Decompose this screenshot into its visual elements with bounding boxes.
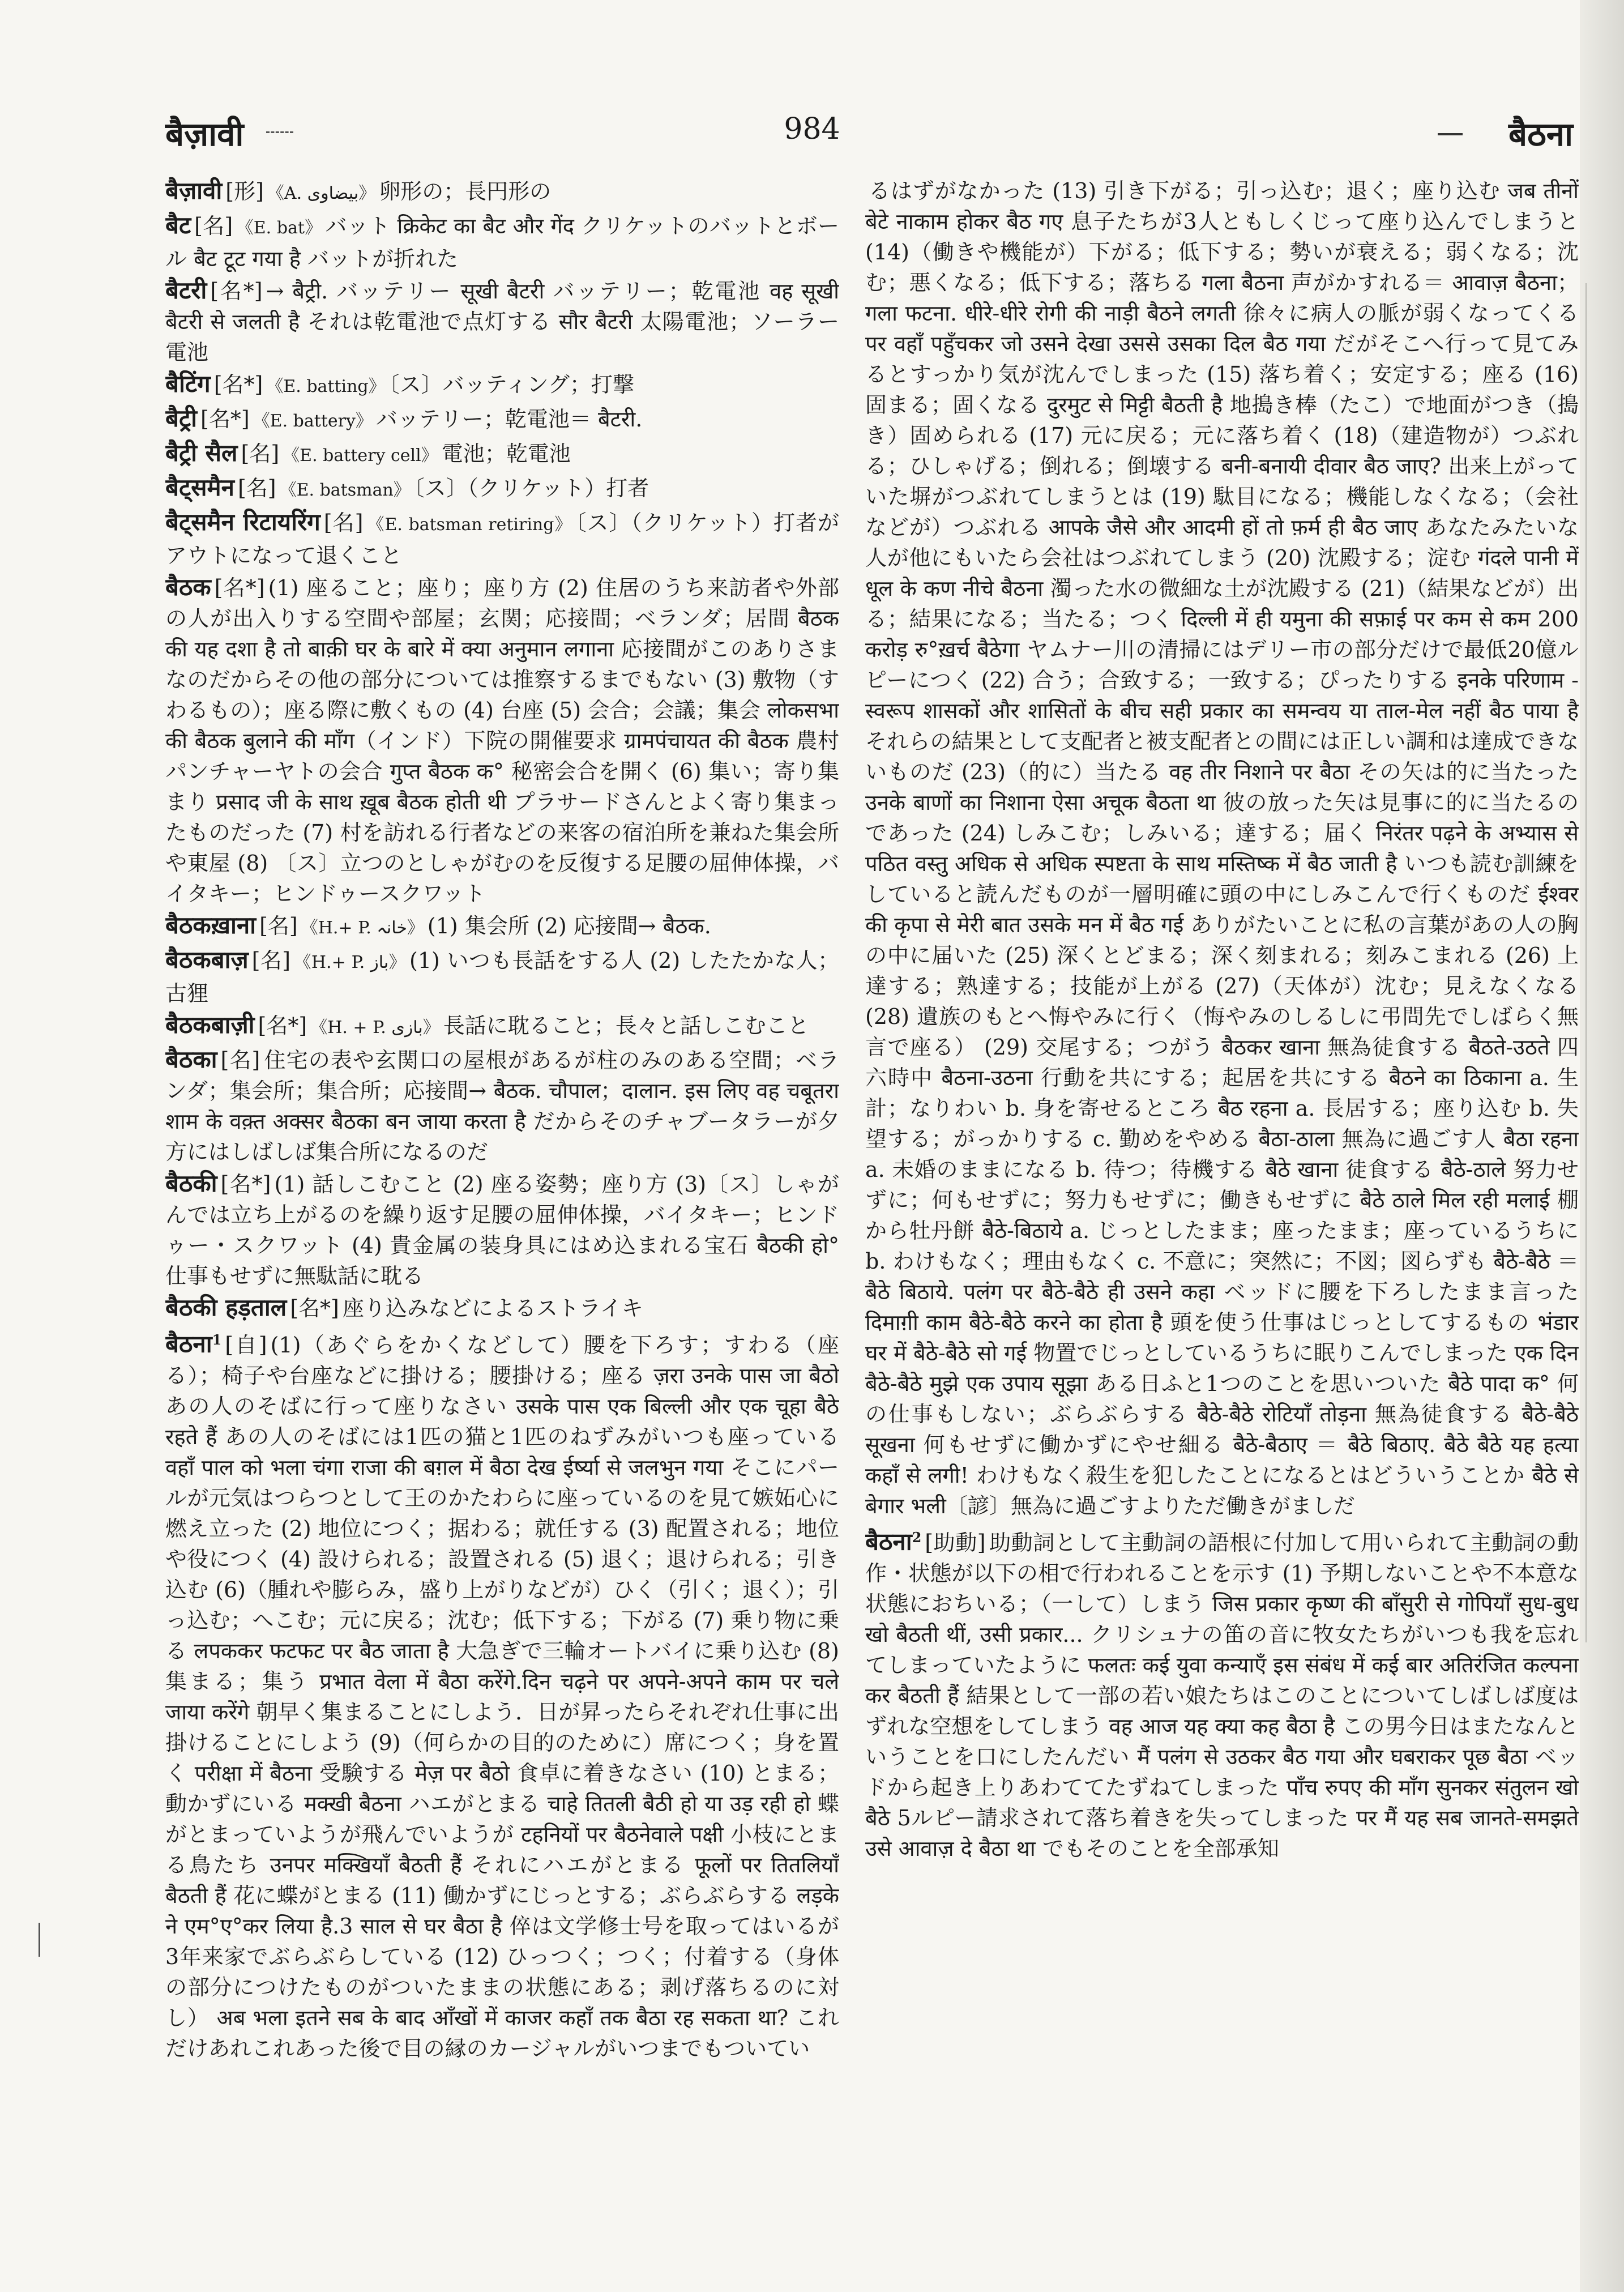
part-of-speech: [名*] — [213, 372, 263, 397]
part-of-speech: [名] — [251, 948, 291, 973]
homograph-number: 2 — [912, 1529, 922, 1546]
page-number: 984 — [784, 112, 840, 146]
part-of-speech: [名*] — [220, 1172, 271, 1197]
left-column — [165, 176, 839, 2248]
dictionary-entry — [165, 910, 839, 944]
part-of-speech: [名] — [220, 1048, 260, 1073]
dictionary-entry — [165, 1010, 839, 1043]
part-of-speech: [名] — [194, 214, 233, 238]
dictionary-entry — [165, 438, 839, 471]
headword: बैठकबाज़ — [165, 946, 249, 974]
part-of-speech: [名] — [241, 441, 280, 466]
definition-text: 助動詞として主動詞の語根に付加して用いられて主動詞の動作・状態が以下の相で行われることを示す (1) 予期しないことや不本意な状態におちいる；（一して）しまう जिस प्रकार कृष्ण की बाँसुरी से गोपियाँ सुध-बुध खो बैठती थीं, उसी प्रकार... クリシュナの笛の音に牧女たちがいつも我を忘れてしまっていたように फलतः कई युवा कन्याएँ इस संबंध में कई बार अतिरंजित कल्पना कर बैठती हैं 結果として一部の若い娘たちはこのことについてしばしば度はずれな空想をしてしまう वह आज यह क्या कह बैठा है この男今日はまたなんということを口にしたんだい मैं पलंग से उठकर बैठ गया और घबराकर पूछ बैठा ベッドから起き上りあわててたずねてしまった पाँच रुपए की माँग सुनकर संतुलन खो बैठे 5ルピー請求されて落ち着きを失ってしまった पर मैं यह सब जानते-समझते उसे आवाज़ दे बैठा था でもそのことを全部承知 — [865, 1530, 1579, 1861]
page-edge-line — [1585, 283, 1587, 1642]
headword: बैठक — [165, 573, 211, 601]
homograph-number: 1 — [212, 1331, 222, 1348]
headword: बैठना — [865, 1527, 912, 1556]
header-dash — [266, 131, 293, 133]
headword: बैट्समैन — [165, 473, 234, 501]
dictionary-entry — [165, 275, 839, 368]
part-of-speech: [名*] — [258, 1013, 307, 1038]
headword: बैठकबाज़ी — [165, 1011, 255, 1039]
header-rule — [1438, 133, 1463, 135]
definition-text: 〔ス〕（クリケット）打者がアウトになって退くこと — [165, 510, 839, 568]
part-of-speech: [名] — [323, 510, 364, 535]
part-of-speech: [自] — [225, 1332, 267, 1358]
dictionary-entry — [165, 369, 839, 402]
headword: बैठकी हड़ताल — [165, 1294, 287, 1321]
dictionary-entry — [165, 1292, 839, 1324]
definition-text: (1) 座ること；座り；座り方 (2) 住居のうち来訪者や外部の人が出入りする空間や部屋；玄関；応接間；ベランダ；居間 बैठक की यह दशा है तो बाक़ी घर के बारे में क्या अनुमान लगाना 応接間がこのありさまなのだからその他の部分については推察するまでもない (3) 敷物（すわるもの）；座る際に敷くもの (4) 台座 (5) 会合；会議；集会 लोकसभा की बैठक बुलाने की माँग（インド）下院の開催要求 ग्रामपंचायत की बैठक 農村パンチャーヤトの会合 गुप्त बैठक क° 秘密会合を開く (6) 集い；寄り集まり प्रसाद जी के साथ ख़ूब बैठक होती थी プラサードさんとよく寄り集まったものだった (7) 村を訪れる行者などの来客の宿泊所を兼ねた集会所や東屋 (8) 〔ス〕立つのとしゃがむのを反復する足腰の屈伸体操，バイタキー；ヒンドゥースクワット — [165, 575, 839, 906]
headword: बैटरी — [165, 276, 207, 304]
etymology: 《E. batsman retiring》 — [366, 515, 572, 535]
part-of-speech: [名*] — [200, 407, 250, 432]
headword: बैज़ावी — [165, 177, 223, 204]
part-of-speech: [助動] — [925, 1530, 986, 1555]
headword: बैठकी — [165, 1170, 217, 1197]
etymology: 《E. batting》 — [266, 377, 386, 396]
part-of-speech: [名] — [259, 914, 298, 938]
dictionary-entry — [165, 472, 839, 506]
part-of-speech: [形] — [225, 179, 264, 204]
headword: बैट्समैन रिटायरिंग — [165, 508, 320, 536]
definition-text: → बैट्री. バッテリー सूखी बैटरी バッテリー；乾電池 वह सूखी बैटरी से जलती है それは乾電池で点灯する सौर बैटरी 太陽電池；ソーラー電池 — [165, 279, 839, 365]
dictionary-entry — [165, 1325, 839, 2064]
headword: बैट — [165, 211, 191, 239]
headword: बैठना — [165, 1330, 212, 1358]
etymology: 《H.+ P. خانہ》 — [301, 918, 424, 938]
definition-text: (1) いつも長話をする人 (2) したたかな人；古狸 — [165, 948, 839, 1006]
dictionary-entry — [165, 403, 839, 437]
running-head-left: बैज़ावी — [165, 115, 244, 153]
definition-text: 〔ス〕（クリケット）打者 — [413, 476, 649, 501]
etymology: 《E. bat》 — [236, 218, 322, 238]
dictionary-entry — [865, 1522, 1579, 1864]
definition-text: るはずがなかった (13) 引き下がる；引っ込む；退く；座り込む जब तीनों बेटे नाकाम होकर बैठ गए 息子たちが3人ともしくじって座り込んでしまうと (14)（働きや機能が）下がる；低下する；勢いが衰える；弱くなる；沈む；悪くなる；低下する；落ちる गला बैठना 声がかすれる＝ आवाज़ बैठना；गला फटना. धीरे-धीरे रोगी की नाड़ी बैठने लगती 徐々に病人の脈が弱くなってくる पर वहाँ पहुँचकर जो उसने देखा उससे उसका दिल बैठ गया だがそこへ行って見てみるとすっかり気が沈んでしまった (15) 落ち着く；安定する；座る (16) 固まる；固くなる दुरमुट से मिट्टी बैठती है 地搗き棒（たこ）で地面がつき（搗き）固められる (17) 元に戻る；元に落ち着く (18)（建造物が）つぶれる；ひしゃげる；倒れる；倒壊する बनी-बनायी दीवार बैठ जाए? 出来上がっていた塀がつぶれてしまうとは (19) 駄目になる；機能しなくなる；（会社などが）つぶれる आपके जैसे और आदमी हों तो फ़र्म ही बैठ जाए あなたみたいな人が他にもいたら会社はつぶれてしまう (20) 沈殿する；淀む गंदले पानी में धूल के कण नीचे बैठना 濁った水の微細な土が沈殿する (21)（結果などが）出る；結果になる；当たる；つく दिल्ली में ही यमुना की सफ़ाई पर कम से कम 200 करोड़ रु°ख़र्च बैठेगा ヤムナー川の清掃にはデリー市の部分だけで最低20億ルピーにつく (22) 合う；合致する；一致する；ぴったりする इनके परिणाम - स्वरूप शासकों और शासितों के बीच सही प्रकार का समन्वय या ताल-मेल नहीं बैठ पाया है それらの結果として支配者と被支配者との間には正しい調和は達成できないものだ (23)（的に）当たる वह तीर निशाने पर बैठा その矢は的に当たった उनके बाणों का निशाना ऐसा अचूक बैठता था 彼の放った矢は見事に的に当たるのであった (24) しみこむ；しみいる；達する；届く निरंतर पढ़ने के अभ्यास से पठित वस्तु अधिक से अधिक स्पष्टता के साथ मस्तिष्क में बैठ जाती है いつも読む訓練をしていると読んだものが一層明確に頭の中にしみこんで行くものだ ईश्वर की कृपा से मेरी बात उसके मन में बैठ गई ありがたいことに私の言葉があの人の胸の中に届いた (25) 深くとどまる；深く刻まれる；刻みこまれる (26) 上達する；熟達する；技能が上がる (27)（天体が）沈む；見えなくなる (28) 遺族のもとへ悔やみに行く（悔やみのしるしに弔問先でしばらく無言で座る） (29) 交尾する；つがう बैठकर खाना 無為徒食する बैठते-उठते 四六時中 बैठना-उठना 行動を共にする；起居を共にする बैठने का ठिकाना a. 生計；なりわい b. 身を寄せるところ बैठ रहना a. 長居する；座り込む b. 失望する；がっかりする c. 勤めをやめる बैठा-ठाला 無為に過ごす人 बैठा रहना a. 未婚のままになる b. 待つ；待機する बैठे खाना 徒食する बैठे-ठाले 努力せずに；何もせずに；努力もせずに；働きもせずに बैठे ठाले मिल रही मलाई 棚から牡丹餅 बैठे-बिठाये a. じっとしたまま；座ったまま；座っているうちに b. わけもなく；理由もなく c. 不意に；突然に；不図；図らずも बैठे-बैठे ＝ बैठे बिठाये. पलंग पर बैठे-बैठे ही उसने कहा ベッドに腰を下ろしたまま言った दिमाग़ी काम बैठे-बैठे करने का होता है 頭を使う仕事はじっとしてするもの भंडार घर में बैठे-बैठे सो गई 物置でじっとしているうちに眠りこんでしまった एक दिन बैठे-बैठे मुझे एक उपाय सूझा ある日ふと1つのことを思いついた बैठे पादा क° 何の仕事もしない；ぶらぶらする बैठे-बैठे रोटियाँ तोड़ना 無為徒食する बैठे-बैठे सूखना 何もせずに働かずにやせ細る बैठे-बैठाए ＝ बैठे बिठाए. बैठे बैठे यह हत्या कहाँ से लगी! わけもなく殺生を犯したことになるとはどういうことか बैठे से बेगार भली〔諺〕無為に過ごすよりただ働きがましだ — [865, 178, 1579, 1518]
dictionary-entry — [865, 176, 1579, 1521]
definition-text: (1)（あぐらをかくなどして）腰を下ろす；すわる（座る）；椅子や台座などに掛ける；腰掛ける；座る ज़रा उनके पास जा बैठो あの人のそばに行って座りなさい उसके पास एक बिल्ली और एक चूहा बैठे रहते हैं あの人のそばには1匹の猫と1匹のねずみがいつも座っている वहाँ पाल को भला चंगा राजा की बग़ल में बैठा देख ईर्ष्या से जलभुन गया そこにパールが元気はつらつとして王のかたわらに座っているのを見て嫉妬心に燃え立った (2) 地位につく；据わる；就任する (3) 配置される；地位や役につく (4) 設けられる；設置される (5) 退く；退けられる；引き込む (6)（腫れや膨らみ，盛り上がりなどが）ひく（引く；退く）；引っ込む；へこむ；元に戻る；沈む；低下する；下がる (7) 乗り物に乗る लपककर फटफट पर बैठ जाता है 大急ぎで三輪オートバイに乗り込む (8) 集まる；集う प्रभात वेला में बैठा करेंगे.दिन चढ़ने पर अपने-अपने काम पर चले जाया करेंगे 朝早く集まることにしよう．日が昇ったらそれぞれ仕事に出掛けることにしよう (9)（何らかの目的のために）席につく；身を置く परीक्षा में बैठना 受験する मेज़ पर बैठो 食卓に着きなさい (10) とまる；動かずにいる मक्खी बैठना ハエがとまる चाहे तितली बैठी हो या उड़ रही हो 蝶がとまっていようが飛んでいようが टहनियों पर बैठनेवाले पक्षी 小枝にとまる鳥たち उनपर मक्खियाँ बैठती हैं それにハエがとまる फूलों पर तितलियाँ बैठती हैं 花に蝶がとまる (11) 働かずにじっとする；ぶらぶらする लड़के ने एम°ए°कर लिया है.3 साल से घर बैठा है 倅は文学修士号を取ってはいるが3年来家でぶらぶらしている (12) ひっつく；つく；付着する（身体の部分につけたものがついたままの状態にある；剥げ落ちるのに対し） अब भला इतने सब के बाद आँखों में काजर कहाँ तक बैठा रह सकता था? これだけあれこれあった後で目の縁のカージャルがいつまでもついてい — [165, 1332, 839, 2061]
part-of-speech: [名*] — [290, 1296, 339, 1321]
dictionary-entry — [165, 176, 839, 209]
etymology: 《A. بیضاوی》 — [267, 183, 376, 203]
dictionary-entry — [165, 945, 839, 1009]
definition-text: 住宅の表や玄関口の屋根があるが柱のみのある空間；ベランダ；集会所；集合所；応接間→ बैठक. चौपाल；दालान. इस लिए वह चबूतरा शाम के वक़्त अक्सर बैठका बन जाया करता है だからそのチャブータラーが夕方にはしばしば集合所になるのだ — [165, 1048, 839, 1164]
dictionary-entry — [165, 210, 839, 274]
running-head-right: बैठना — [1508, 115, 1573, 153]
margin-mark — [39, 1923, 40, 1957]
definition-text: 座り込みなどによるストライキ — [342, 1296, 643, 1321]
definition-text: (1) 話しこむこと (2) 座る姿勢；座り方 (3)〔ス〕しゃがんでは立ち上がるのを繰り返す足腰の屈伸体操，バイタキー；ヒンドゥー・スクワット (4) 貴金属の装身具にはめ込まれる宝石 बैठकी हो° 仕事もせずに無駄話に耽る — [165, 1172, 839, 1288]
etymology: 《E. battery cell》 — [283, 446, 438, 466]
dictionary-entry — [165, 572, 839, 909]
headword: बैटिंग — [165, 370, 211, 398]
definition-text: バッテリー；乾電池＝ बैटरी. — [375, 407, 643, 432]
etymology: 《E. battery》 — [253, 411, 373, 431]
part-of-speech: [名*] — [214, 575, 265, 600]
definition-text: バット क्रिकेट का बैट और गेंद クリケットのバットとボール बैट टूट गया है バットが折れた — [165, 214, 839, 271]
part-of-speech: [名*] — [210, 279, 263, 304]
dictionary-entry — [165, 507, 839, 571]
right-column — [865, 176, 1579, 2248]
headword: बैठकख़ाना — [165, 911, 257, 939]
etymology: 《H. + P. بازی》 — [310, 1018, 440, 1038]
definition-text: (1) 集会所 (2) 応接間→ बैठक. — [427, 914, 711, 938]
etymology: 《H.+ P. باز》 — [294, 953, 407, 972]
page-header — [0, 0, 1624, 170]
definition-text: 電池；乾電池 — [441, 441, 571, 466]
definition-text: 卵形の；長円形の — [379, 179, 552, 204]
headword: बैट्री सैल — [165, 439, 238, 467]
headword: बैट्री — [165, 404, 198, 432]
dictionary-entry — [165, 1044, 839, 1167]
definition-text: 長話に耽ること；長々と話しこむこと — [443, 1013, 809, 1038]
headword: बैठका — [165, 1045, 217, 1073]
part-of-speech: [名] — [237, 476, 276, 501]
etymology: 《E. batsman》 — [279, 480, 411, 500]
definition-text: 〔ス〕バッティング；打撃 — [388, 372, 634, 397]
dictionary-entry — [165, 1168, 839, 1291]
